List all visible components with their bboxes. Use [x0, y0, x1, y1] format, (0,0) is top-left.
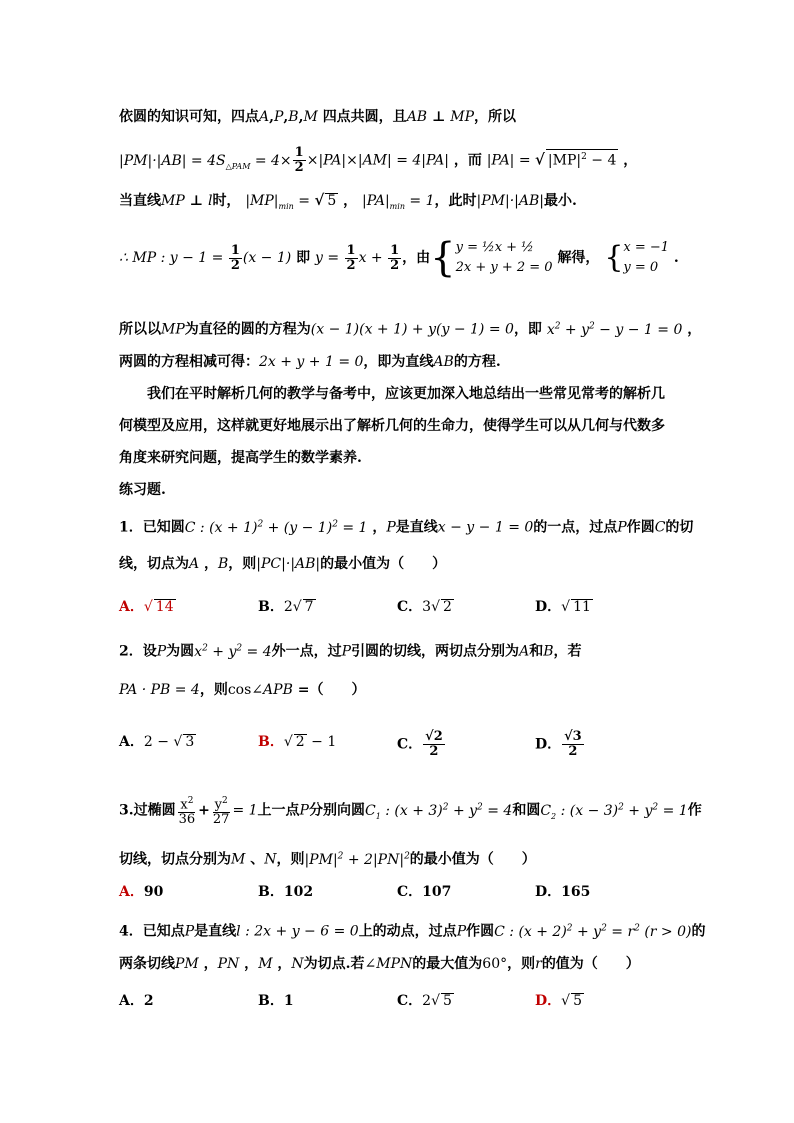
- text: 和: [529, 643, 544, 660]
- question-1-line-2: 线，切点为A ，B，则|PC|·|AB|的最小值为（ ）: [119, 556, 447, 572]
- text: 的一点，过点: [533, 519, 618, 536]
- paragraph-line-3: 角度来研究问题，提高学生的数学素养.: [119, 450, 362, 466]
- question-1-line-1: 1．已知圆C : $(x + 1)^2 + (y - 1)^2 = 1$ ，P是直线x − y − 1 = 0的一点，过点P作圆C的切: [119, 519, 694, 536]
- text: 的切: [665, 519, 694, 536]
- q4-option-d[interactable]: D．√ 5: [535, 993, 582, 1009]
- paragraph-line-1: 我们在平时解析几何的教学与备考中，应该更加深入地总结出一些常见常考的解析几: [147, 386, 665, 402]
- q1-option-a[interactable]: A．√ 14: [119, 599, 174, 615]
- q2-option-c[interactable]: C． $\frac{√2}{2}$: [397, 729, 443, 759]
- text: 的值为（ ）: [541, 956, 640, 972]
- q1-option-d[interactable]: D．√ 11: [535, 599, 591, 615]
- q1-option-b[interactable]: B．2√ 7: [258, 599, 314, 615]
- text: ，此时: [434, 193, 477, 209]
- text: 已知点: [142, 923, 185, 940]
- text: 是直线: [194, 923, 237, 940]
- solution-line-5: 所以以MP为直径的圆的方程为(x − 1)(x + 1) + y(y − 1) = 0，即 $x^2 + y^2 - y - 1 = 0$ ，: [119, 321, 702, 338]
- text: 为直径的圆的方程为: [184, 321, 311, 338]
- q3-option-b[interactable]: B．102: [258, 884, 314, 900]
- text: 的方程.: [453, 354, 501, 370]
- text: ，所以: [474, 109, 517, 125]
- text: 依圆的知识可知，四点: [119, 109, 259, 125]
- q3-option-d[interactable]: D．165: [535, 884, 591, 900]
- text: ，则: [507, 956, 536, 972]
- text: 分别向圆: [308, 802, 365, 819]
- text: ，若: [553, 643, 582, 660]
- question-number: 3.: [119, 802, 134, 819]
- paragraph-line-2: 何模型及应用，这样就更好地展示出了解析几何的生命力，使得学生可以从几何与代数多: [119, 418, 665, 434]
- text: 设: [142, 643, 157, 660]
- q4-option-b[interactable]: B．1: [258, 993, 294, 1009]
- text: 是直线: [395, 519, 438, 536]
- text: （ ）: [309, 682, 366, 698]
- text: ，即为直线: [363, 354, 434, 370]
- text: 为圆: [166, 643, 195, 660]
- text: ，则: [276, 851, 305, 868]
- q1-option-c[interactable]: C．3√ 2: [397, 599, 452, 615]
- q2-option-b[interactable]: B．√ 2 − 1: [258, 734, 337, 750]
- q2-option-a[interactable]: A．2 − √ 3: [119, 734, 195, 750]
- text: 两条切线: [119, 956, 175, 972]
- text: ，则: [228, 556, 257, 572]
- text: 外一点，过: [271, 643, 342, 660]
- text: 已知圆: [142, 519, 185, 536]
- text: 引圆的切线，两切点分别为: [351, 643, 520, 660]
- text: 线，切点为: [119, 556, 189, 572]
- text: 即: [296, 250, 311, 266]
- text: 所以以: [119, 321, 161, 338]
- text: 切线，切点分别为: [119, 851, 231, 868]
- text: ，由: [402, 250, 431, 266]
- question-2-line-2: PA · PB = 4，则cos∠APB =（ ）: [119, 682, 366, 698]
- question-2-line-1: 2．设P为圆$x^2 + y^2 = 4$外一点，过P引圆的切线，两切点分别为A和B，若: [119, 643, 582, 660]
- text: 作圆: [466, 923, 495, 940]
- solution-line-4: ∴ MP : y − 1 = $\frac{1}{2}$ (x − 1) 即 y = $\frac{1}{2}$ x + $\frac{1}{2}$ ，由{ y = ½x + ½ 2x + y + 2 = 0 解得， { x = −1 y = 0 .: [119, 235, 679, 281]
- text: 最小.: [544, 193, 577, 209]
- solution-line-2: $|PM|\cdot|AB| = 4S_{\triangle PAM} = 4\times$ $\frac{1}{2}$ ×|PA|×|AM| = 4|PA| ，而 |PA| = √ $|MP|^2 - 4$ ，: [119, 145, 638, 175]
- q3-option-a[interactable]: A．90: [119, 884, 164, 900]
- text: ，即: [513, 321, 542, 338]
- text: 解得，: [557, 250, 600, 266]
- text: ，而: [453, 152, 482, 169]
- text: 作圆: [626, 519, 655, 536]
- question-4-line-1: 4．已知点P是直线l : 2x + y − 6 = 0上的动点，过点P作圆C : $(x + 2)^2 + y^2 = r^2$ (r > 0)的: [119, 923, 706, 940]
- text: 时，: [212, 193, 241, 209]
- solution-line-6: 两圆的方程相减可得：2x + y + 1 = 0，即为直线AB的方程.: [119, 354, 501, 370]
- text: 的最小值为（ ）: [320, 556, 447, 572]
- question-3-line-1: 3.过椭圆 $\frac{x^2}{36}$ + $\frac{y^2}{27}$ = 1上一点P分别向圆$C_1$ : $(x + 3)^2 + y^2 = 4$和圆$C_2$ : $(x - 3)^2 + y^2 = 1$作: [119, 796, 702, 828]
- text: 上一点: [257, 802, 300, 819]
- text: 的最大值为: [412, 956, 483, 972]
- q4-option-a[interactable]: A．2: [119, 993, 154, 1009]
- solution-line-1: 依圆的知识可知，四点A,P,B,M 四点共圆，且AB ⊥ MP，所以: [119, 109, 517, 125]
- text: 和圆: [512, 802, 541, 819]
- q4-option-c[interactable]: C．2√ 5: [397, 993, 452, 1009]
- question-number: 2．: [119, 643, 143, 660]
- solution-line-3: 当直线MP ⊥ l时， $|MP|_{min}$ = √ 5 ， $|PA|_{min} = 1$，此时|PM|·|AB|最小.: [119, 191, 577, 211]
- text: 作: [687, 802, 702, 819]
- question-3-line-2: 切线，切点分别为M 、N，则$|PM|^2 + 2|PN|^2$的最小值为（ ）: [119, 851, 536, 868]
- text: 的最小值为（ ）: [409, 851, 536, 868]
- question-number: 4．: [119, 923, 143, 940]
- text: 的: [691, 923, 706, 940]
- text: 为切点.若: [303, 956, 365, 972]
- text: 过椭圆: [133, 802, 176, 819]
- text: 两圆的方程相减可得：: [119, 354, 259, 370]
- text: 当直线: [119, 193, 161, 209]
- question-number: 1．: [119, 519, 143, 536]
- text: 上的动点，过点: [358, 923, 457, 940]
- q2-option-d[interactable]: D． $\frac{√3}{2}$: [535, 729, 582, 759]
- question-4-line-2: 两条切线PM ，PN ，M ，N为切点.若∠MPN的最大值为60°，则r的值为（ ）: [119, 956, 640, 972]
- q3-option-c[interactable]: C．107: [397, 884, 452, 900]
- exercise-heading: 练习题.: [119, 482, 166, 498]
- text: ，则: [199, 682, 228, 698]
- text: 四点共圆，且: [322, 109, 407, 125]
